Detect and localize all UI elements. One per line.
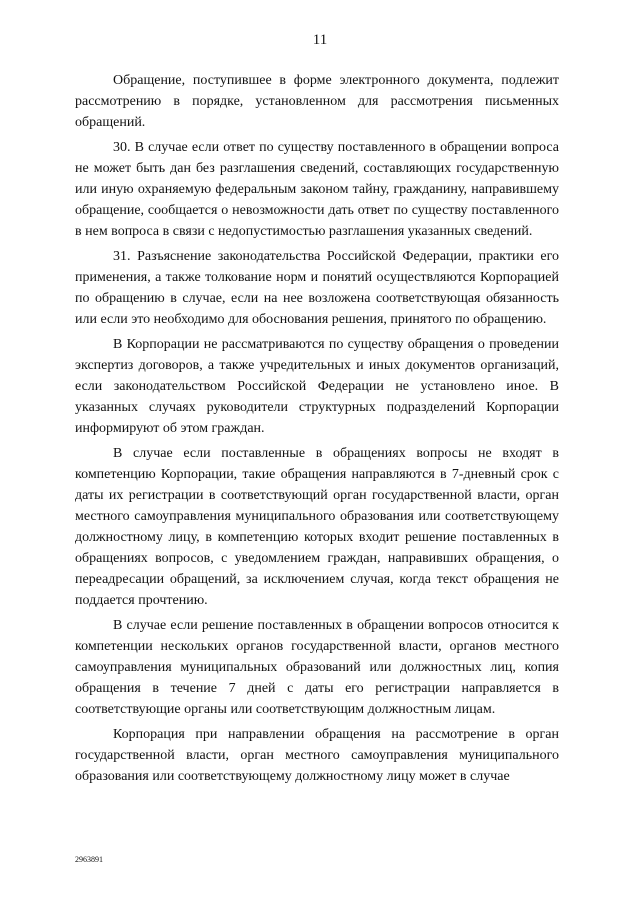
- paragraph-electronic-document: Обращение, поступившее в форме электронного документа, подлежит рассмотрению в порядке, установленном для рассмотрения письменных обращений.: [75, 73, 559, 130]
- paragraph-forwarding: Корпорация при направлении обращения на рассмотрение в орган государственной власти, орган местного самоуправления муниципального образования или соответствующему должностному лицу может в случае: [75, 727, 559, 784]
- document-id: 2963891: [75, 855, 103, 864]
- page-number: 11: [312, 32, 328, 48]
- paragraph-31: 31. Разъяснение законодательства Российской Федерации, практики его применения, а также толкование норм и понятий осуществляются Корпорацией по обращению в случае, если на нее возложена соответствующая обязанность или если это необходимо для обоснования решения, принятого по обращению.: [75, 249, 559, 327]
- paragraph-multiple-bodies: В случае если решение поставленных в обращении вопросов относится к компетенции нескольких органов государственной власти, органов местного самоуправления муниципальных образований или должностных лиц, копия обращения в течение 7 дней с даты его регистрации направляется в соответствующие органы или соответствующим должностным лицам.: [75, 618, 559, 717]
- document-body: [75, 70, 559, 791]
- paragraph-competence: В случае если поставленные в обращениях вопросы не входят в компетенцию Корпорации, такие обращения направляются в 7-дневный срок с даты их регистрации в соответствующий орган государственной власти, орган местного самоуправления муниципального образования или соответствующему должностному лицу, в компетенцию которых входит решение поставленных в обращениях вопросов, с уведомлением граждан, направивших обращения, о переадресации обращений, за исключением случая, когда текст обращения не поддается прочтению.: [75, 446, 559, 608]
- paragraph-30: 30. В случае если ответ по существу поставленного в обращении вопроса не может быть дан без разглашения сведений, составляющих государственную или иную охраняемую федеральным законом тайну, гражданину, направившему обращение, сообщается о невозможности дать ответ по существу поставленного в нем вопроса в связи с недопустимостью разглашения указанных сведений.: [75, 140, 559, 239]
- paragraph-expertise: В Корпорации не рассматриваются по существу обращения о проведении экспертиз договоров, а также учредительных и иных документов организаций, если законодательством Российской Федерации не установлено иное. В указанных случаях руководители структурных подразделений Корпорации информируют об этом граждан.: [75, 337, 559, 436]
